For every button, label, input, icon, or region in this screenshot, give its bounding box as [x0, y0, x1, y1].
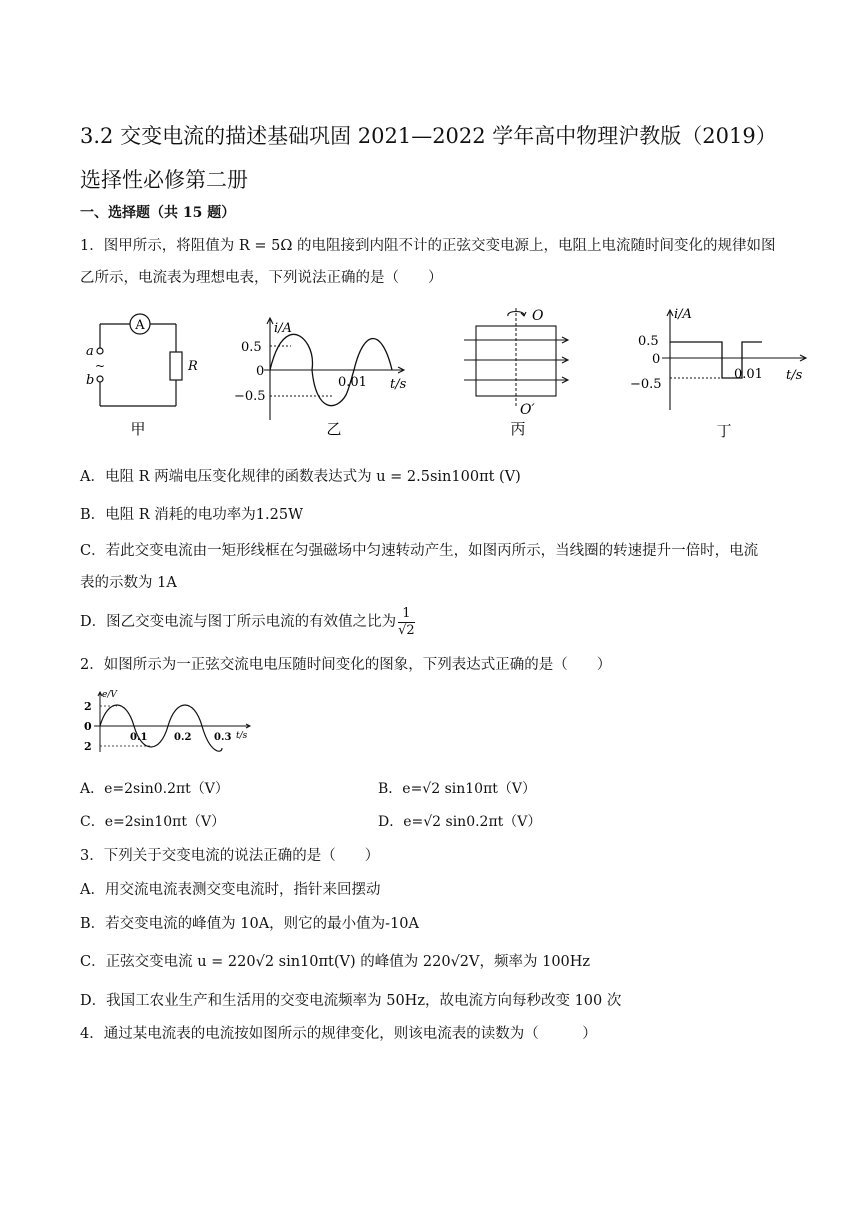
q3-stem: 3．下列关于交变电流的说法正确的是（ ）	[80, 848, 380, 864]
title-line-1: 3.2 交变电流的描述基础巩固 2021—2022 学年高中物理沪教版（2019）	[80, 124, 777, 148]
figure-ding-square-graph	[626, 300, 816, 440]
q3-option-d: D．我国工农业生产和生活用的交变电流频率为 50Hz，故电流方向每秒改变 100 次	[80, 993, 622, 1009]
q1-stem-line-1: 1．图甲所示，将阻值为 R = 5Ω 的电阻接到内阻不计的正弦交变电源上，电阻上电流随时间变化的规律如图	[80, 238, 776, 254]
resistor-label: R	[188, 359, 198, 374]
figure-bing-caption: 丙	[510, 420, 526, 438]
q1-option-d-text: D．图乙交变电流与图丁所示电流的有效值之比为	[80, 614, 397, 630]
q3-option-c: C．正弦交变电流 u = 220√2 sin10πt(V) 的峰值为 220√2V，频率为 100Hz	[80, 954, 591, 970]
fraction-numerator: 1	[398, 606, 415, 623]
ding-tick-top: 0.5	[638, 334, 659, 349]
q2-x-axis-label: t/s	[236, 731, 248, 741]
q1-option-c-line-2: 表的示数为 1A	[80, 575, 177, 591]
yi-x-axis-label: t/s	[390, 377, 407, 392]
yi-y-axis-label: i/A	[274, 321, 292, 336]
section-heading: 一、选择题（共 15 题）	[80, 205, 236, 221]
q2-tick-03: 0.3	[214, 732, 232, 743]
fraction-denominator: √2	[398, 622, 415, 638]
q2-option-a: A．e=2sin0.2πt（V）	[80, 781, 229, 797]
terminal-b-label: b	[86, 373, 95, 388]
q2-tick-top: 2	[84, 700, 92, 713]
ac-source-tilde: ~	[95, 359, 106, 373]
bing-axis-top-label: O	[532, 308, 544, 324]
ammeter-label: A	[135, 318, 145, 333]
ding-tick-x: 0.01	[734, 367, 763, 382]
q2-option-b: B．e=√2 sin10πt（V）	[378, 781, 537, 797]
ding-tick-zero: 0	[652, 352, 661, 367]
terminal-a-label: a	[86, 344, 94, 359]
figure-bing-coil	[448, 302, 588, 438]
yi-tick-bottom: −0.5	[234, 389, 266, 404]
figure-ding-caption: 丁	[716, 422, 732, 440]
q2-stem: 2．如图所示为一正弦交流电电压随时间变化的图象，下列表达式正确的是（ ）	[80, 657, 612, 673]
q3-option-a: A．用交流电流表测交变电流时，指针来回摆动	[80, 882, 381, 898]
yi-tick-x: 0.01	[338, 375, 367, 390]
figure-yi-caption: 乙	[326, 420, 342, 438]
bing-axis-bottom-label: O′	[520, 402, 535, 418]
q2-tick-01: 0.1	[130, 732, 148, 743]
q3-option-b: B．若交变电流的峰值为 10A，则它的最小值为-10A	[80, 916, 420, 932]
title-line-2: 选择性必修第二册	[80, 168, 248, 192]
figure-jia-caption: 甲	[130, 420, 146, 438]
q2-tick-02: 0.2	[174, 732, 192, 743]
ding-x-axis-label: t/s	[786, 368, 803, 383]
q4-stem: 4．通过某电流表的电流按如图所示的规律变化，则该电流表的读数为（ ）	[80, 1026, 597, 1042]
figure-jia-circuit	[78, 308, 198, 438]
q2-y-axis-label: e/V	[102, 690, 117, 700]
figure-yi-sine-graph	[228, 308, 418, 438]
q1-option-c-line-1: C．若此交变电流由一矩形线框在匀强磁场中匀速转动产生，如图丙所示，当线圈的转速提升一倍时，电流	[80, 543, 759, 559]
q1-option-b: B．电阻 R 消耗的电功率为1.25W	[80, 507, 303, 523]
figure-q2-sine-graph	[78, 686, 258, 756]
q1-stem-line-2: 乙所示，电流表为理想电表，下列说法正确的是（ ）	[80, 270, 443, 286]
page-title	[80, 114, 800, 202]
yi-tick-top: 0.5	[241, 340, 262, 355]
q1-option-a: A．电阻 R 两端电压变化规律的函数表达式为 u = 2.5sin100πt (V)	[80, 469, 521, 485]
q2-option-c: C．e=2sin10πt（V）	[80, 814, 226, 830]
q2-tick-bottom: 2	[84, 740, 92, 753]
q1-option-d	[80, 604, 415, 640]
yi-tick-zero: 0	[256, 364, 265, 379]
q1-option-d-fraction	[398, 606, 415, 639]
ding-tick-bottom: −0.5	[630, 377, 662, 392]
q2-option-d: D．e=√2 sin0.2πt（V）	[378, 814, 542, 830]
ding-y-axis-label: i/A	[674, 307, 692, 322]
q2-tick-zero: 0	[84, 720, 92, 733]
